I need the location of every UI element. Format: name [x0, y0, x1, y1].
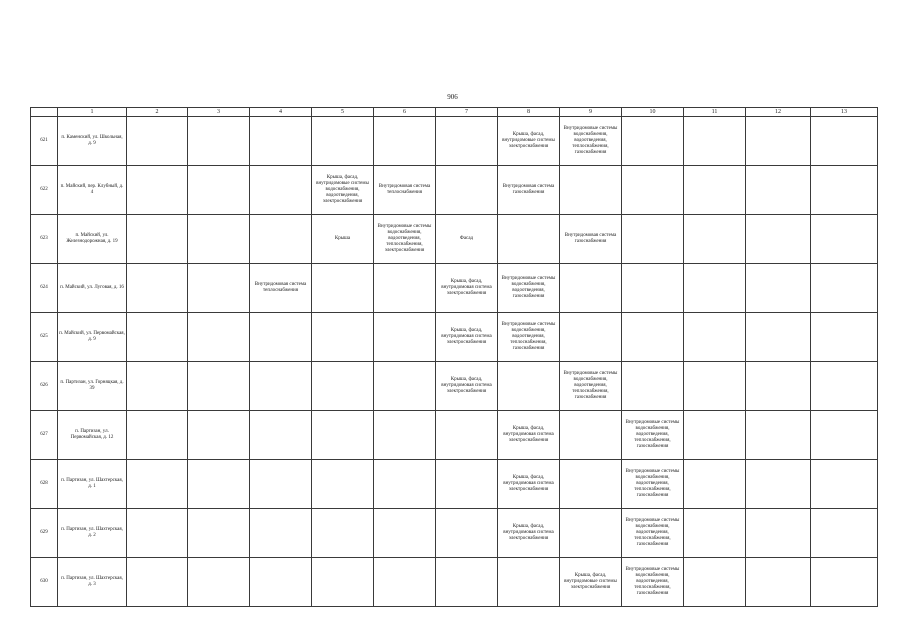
work-cell	[312, 411, 374, 460]
work-cell: Крыша, фасад, внутридомовая система электроснабжения	[498, 460, 560, 509]
work-cell	[374, 117, 436, 166]
work-cell	[746, 313, 811, 362]
row-number-cell: 630	[31, 558, 58, 607]
work-cell	[811, 215, 878, 264]
work-cell	[684, 509, 746, 558]
work-cell	[374, 509, 436, 558]
work-cell	[746, 509, 811, 558]
work-cell: Крыша, фасад, внутридомовые системы водоснабжения, водоотведения, электроснабжения	[312, 166, 374, 215]
column-number-row	[31, 108, 878, 117]
header-blank-cell	[31, 108, 58, 117]
table-row	[31, 411, 878, 460]
work-cell	[811, 460, 878, 509]
address-cell: п. Партизан, ул. Шахтерская, д. 2	[58, 509, 127, 558]
work-cell	[746, 411, 811, 460]
work-cell: Внутридомовые системы водоснабжения, водоотведения, теплоснабжения, газоснабжения	[498, 313, 560, 362]
work-cell	[188, 313, 250, 362]
work-cell	[188, 411, 250, 460]
work-cell: Внутридомовая система газоснабжения	[560, 215, 622, 264]
work-cell	[436, 411, 498, 460]
work-cell	[250, 460, 312, 509]
work-cell: Внутридомовые системы водоснабжения, водоотведения, теплоснабжения, газоснабжения	[560, 362, 622, 411]
work-cell	[746, 215, 811, 264]
column-number-cell: 11	[684, 108, 746, 117]
work-cell	[622, 264, 684, 313]
work-cell	[560, 460, 622, 509]
work-cell	[127, 117, 188, 166]
address-cell: п. Партизан, ул. Шахтерская, д. 1	[58, 460, 127, 509]
work-cell	[250, 215, 312, 264]
work-cell	[746, 117, 811, 166]
work-cell	[811, 117, 878, 166]
work-cell: Крыша, фасад, внутридомовая система электроснабжения	[436, 264, 498, 313]
work-cell	[188, 460, 250, 509]
work-cell: Внутридомовые системы водоснабжения, водоотведения, газоснабжения	[498, 264, 560, 313]
address-cell: п. Каменский, ул. Школьная, д. 9	[58, 117, 127, 166]
work-cell: Внутридомовая система теплоснабжения	[374, 166, 436, 215]
work-cell: Внутридомовые системы водоснабжения, водоотведения, теплоснабжения, газоснабжения	[622, 460, 684, 509]
table-row	[31, 313, 878, 362]
column-number-cell: 5	[312, 108, 374, 117]
address-cell: п. Партизан, ул. Горняцкая, д. 39	[58, 362, 127, 411]
work-cell	[622, 362, 684, 411]
work-cell	[188, 117, 250, 166]
work-cell	[374, 264, 436, 313]
address-cell: п. Партизан, ул. Первомайская, д. 12	[58, 411, 127, 460]
work-cell: Внутридомовые системы водоснабжения, водоотведения, теплоснабжения, газоснабжения	[560, 117, 622, 166]
work-cell	[312, 558, 374, 607]
work-cell	[622, 166, 684, 215]
row-number-cell: 625	[31, 313, 58, 362]
work-cell: Крыша, фасад, внутридомовые системы электроснабжения	[560, 558, 622, 607]
work-cell	[312, 117, 374, 166]
address-cell: п. Майский, ул. Луговая, д. 16	[58, 264, 127, 313]
column-number-cell: 8	[498, 108, 560, 117]
work-cell	[250, 362, 312, 411]
work-cell	[127, 166, 188, 215]
work-cell	[811, 411, 878, 460]
work-cell	[374, 362, 436, 411]
address-cell: п. Партизан, ул. Шахтерская, д. 3	[58, 558, 127, 607]
column-number-cell: 2	[127, 108, 188, 117]
work-cell	[127, 215, 188, 264]
column-number-cell: 1	[58, 108, 127, 117]
table-row	[31, 362, 878, 411]
work-cell	[127, 509, 188, 558]
work-cell	[312, 264, 374, 313]
work-cell	[746, 558, 811, 607]
repair-schedule-table	[30, 107, 878, 607]
work-cell: Внутридомовая система газоснабжения	[498, 166, 560, 215]
work-cell	[436, 509, 498, 558]
work-cell	[436, 117, 498, 166]
table-row	[31, 215, 878, 264]
work-cell	[684, 215, 746, 264]
table-row	[31, 166, 878, 215]
work-cell	[312, 509, 374, 558]
work-cell	[560, 411, 622, 460]
work-cell: Крыша, фасад, внутридомовые системы электроснабжения	[498, 117, 560, 166]
column-number-cell: 13	[811, 108, 878, 117]
work-cell: Крыша, фасад, внутридомовая система электроснабжения	[436, 313, 498, 362]
work-cell	[188, 215, 250, 264]
row-number-cell: 629	[31, 509, 58, 558]
work-cell	[684, 313, 746, 362]
work-cell: Крыша, фасад, внутридомовая система электроснабжения	[498, 411, 560, 460]
work-cell	[127, 460, 188, 509]
work-cell	[684, 558, 746, 607]
row-number-cell: 626	[31, 362, 58, 411]
work-cell	[746, 362, 811, 411]
work-cell	[684, 362, 746, 411]
work-cell	[498, 362, 560, 411]
work-cell	[811, 558, 878, 607]
row-number-cell: 622	[31, 166, 58, 215]
work-cell	[498, 215, 560, 264]
column-number-cell: 6	[374, 108, 436, 117]
work-cell	[560, 264, 622, 313]
work-cell	[188, 558, 250, 607]
table-row	[31, 264, 878, 313]
column-number-cell: 4	[250, 108, 312, 117]
work-cell	[374, 460, 436, 509]
work-cell	[684, 264, 746, 313]
work-cell	[250, 117, 312, 166]
work-cell	[811, 509, 878, 558]
column-number-cell: 3	[188, 108, 250, 117]
table-row	[31, 117, 878, 166]
work-cell: Внутридомовые системы водоснабжения, водоотведения, теплоснабжения, электроснабжения	[374, 215, 436, 264]
work-cell	[560, 509, 622, 558]
work-cell	[811, 362, 878, 411]
work-cell: Внутридомовые системы водоснабжения, водоотведения, теплоснабжения, газоснабжения	[622, 411, 684, 460]
column-number-cell: 9	[560, 108, 622, 117]
work-cell	[312, 362, 374, 411]
table-row	[31, 509, 878, 558]
work-cell	[811, 313, 878, 362]
row-number-cell: 623	[31, 215, 58, 264]
work-cell	[684, 117, 746, 166]
table-row	[31, 558, 878, 607]
work-cell	[622, 215, 684, 264]
work-cell	[811, 166, 878, 215]
work-cell: Внутридомовые системы водоснабжения, водоотведения, теплоснабжения, газоснабжения	[622, 509, 684, 558]
work-cell	[250, 558, 312, 607]
page-number: 906	[447, 93, 458, 101]
work-cell: Внутридомовая система теплоснабжения	[250, 264, 312, 313]
work-cell	[436, 558, 498, 607]
row-number-cell: 628	[31, 460, 58, 509]
work-cell	[560, 166, 622, 215]
work-cell	[188, 264, 250, 313]
column-number-cell: 10	[622, 108, 684, 117]
work-cell	[127, 558, 188, 607]
work-cell	[684, 411, 746, 460]
work-cell: Внутридомовые системы водоснабжения, водоотведения, теплоснабжения, газоснабжения	[622, 558, 684, 607]
work-cell	[312, 313, 374, 362]
work-cell: Фасад	[436, 215, 498, 264]
work-cell	[374, 411, 436, 460]
work-cell	[498, 558, 560, 607]
work-cell	[684, 166, 746, 215]
work-cell	[127, 264, 188, 313]
table-row	[31, 460, 878, 509]
work-cell	[684, 460, 746, 509]
work-cell	[374, 313, 436, 362]
work-cell	[250, 411, 312, 460]
work-cell	[622, 313, 684, 362]
work-cell	[746, 460, 811, 509]
work-cell	[746, 264, 811, 313]
row-number-cell: 624	[31, 264, 58, 313]
work-cell	[622, 117, 684, 166]
work-cell	[312, 460, 374, 509]
work-cell	[188, 166, 250, 215]
work-cell	[188, 509, 250, 558]
row-number-cell: 627	[31, 411, 58, 460]
column-number-cell: 12	[746, 108, 811, 117]
work-cell	[127, 313, 188, 362]
work-cell: Крыша, фасад, внутридомовая система электроснабжения	[498, 509, 560, 558]
work-cell	[560, 313, 622, 362]
work-cell	[250, 509, 312, 558]
work-cell	[250, 166, 312, 215]
work-cell: Крыша, фасад, внутридомовая система электроснабжения	[436, 362, 498, 411]
work-cell	[811, 264, 878, 313]
column-number-cell: 7	[436, 108, 498, 117]
row-number-cell: 621	[31, 117, 58, 166]
address-cell: п. Майский, пер. Клубный, д. 4	[58, 166, 127, 215]
work-cell	[127, 362, 188, 411]
work-cell	[746, 166, 811, 215]
work-cell	[374, 558, 436, 607]
address-cell: п. Майский, ул. Железнодорожная, д. 19	[58, 215, 127, 264]
work-cell	[188, 362, 250, 411]
work-cell	[436, 166, 498, 215]
work-cell	[436, 460, 498, 509]
work-cell: Крыша	[312, 215, 374, 264]
work-cell	[127, 411, 188, 460]
address-cell: п. Майский, ул. Первомайская, д. 9	[58, 313, 127, 362]
work-cell	[250, 313, 312, 362]
